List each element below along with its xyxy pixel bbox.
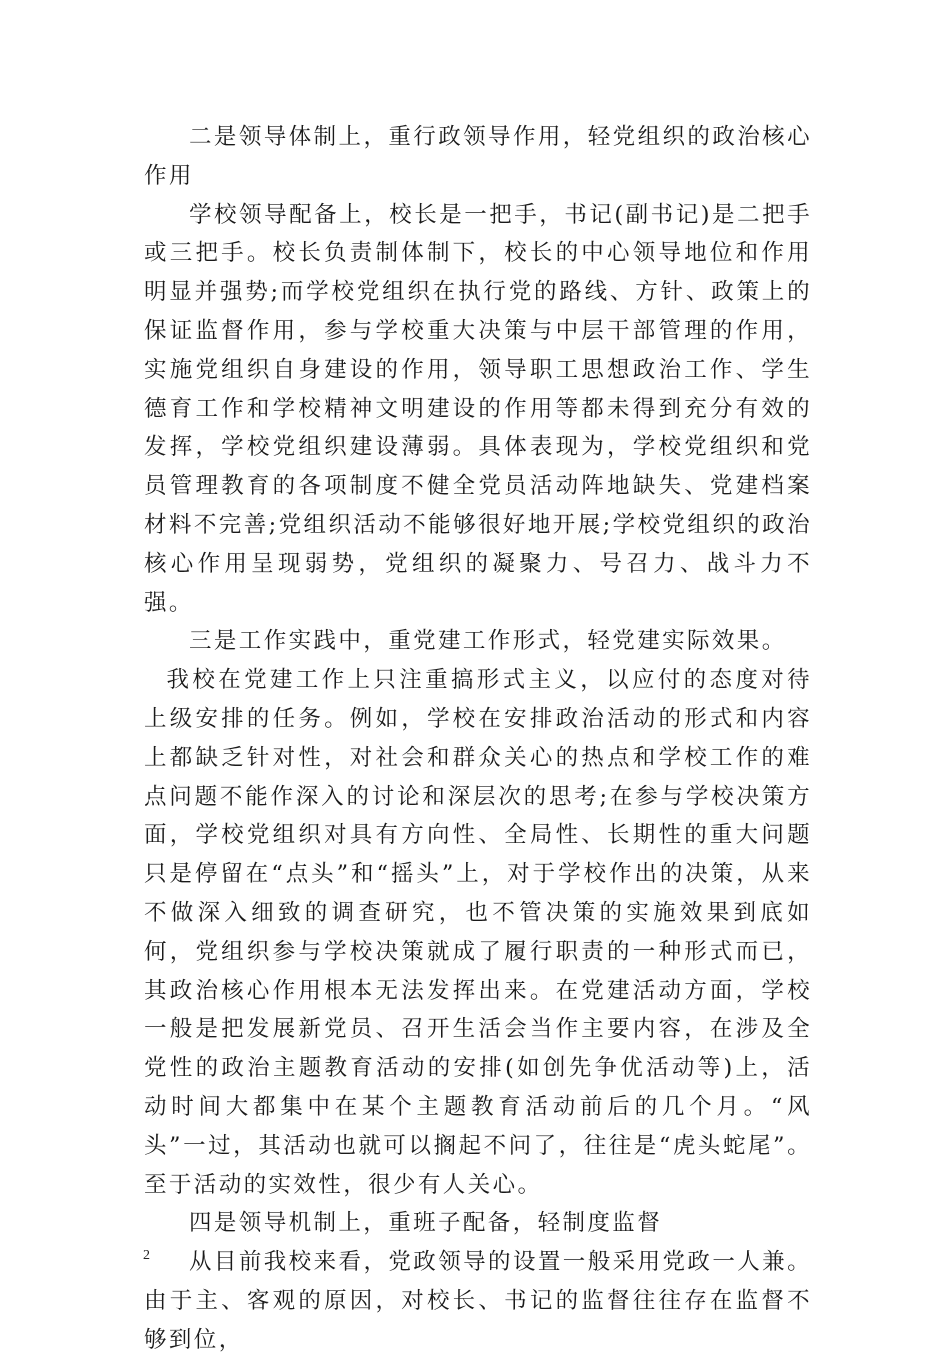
paragraph-body-3: 从目前我校来看，党政领导的设置一般采用党政一人兼。由于主、客观的原因，对校长、书记的监督往往存在监督不够到位， — [144, 1249, 812, 1353]
paragraph-body-2: 我校在党建工作上只注重搞形式主义，以应付的态度对待上级安排的任务。例如，学校在安排政治活动的形式和内容上都缺乏针对性，对社会和群众关心的热点和学校工作的难点问题不能作深入的讨论和深层次的思考;在参与学校决策方面，学校党组织对具有方向性、全局性、长期性的重大问题只是停留在“点头”和“摇头”上，对于学校作出的决策，从来不做深入细致的调查研究，也不管决策的实施效果到底如何，党组织参与学校决策就成了履行职责的一种形式而已，其政治核心作用根本无法发挥出来。在党建活动方面，学校一般是把发展新党员、召开生活会当作主要内容，在涉及全党性的政治主题教育活动的安排(如创先争优活动等)上，活动时间大都集中在某个主题教育活动前后的几个月。“风头”一过，其活动也就可以搁起不问了，往往是“虎头蛇尾”。至于活动的实效性，很少有人关心。 — [144, 667, 812, 1198]
document-body — [144, 118, 812, 1360]
page-number: 2 — [143, 1248, 150, 1263]
paragraph-body-1: 学校领导配备上，校长是一把手，书记(副书记)是二把手或三把手。校长负责制体制下，校长的中心领导地位和作用明显并强势;而学校党组织在执行党的路线、方针、政策上的保证监督作用，参与学校重大决策与中层干部管理的作用，实施党组织自身建设的作用，领导职工思想政治工作、学生德育工作和学校精神文明建设的作用等都未得到充分有效的发挥，学校党组织建设薄弱。具体表现为，学校党组织和党员管理教育的各项制度不健全党员活动阵地缺失、党建档案材料不完善;党组织活动不能够很好地开展;学校党组织的政治核心作用呈现弱势，党组织的凝聚力、号召力、战斗力不强。 — [144, 201, 812, 616]
paragraph-heading-2: 二是领导体制上，重行政领导作用，轻党组织的政治核心作用 — [144, 124, 812, 189]
paragraph-heading-4: 四是领导机制上，重班子配备，轻制度监督 — [189, 1210, 663, 1237]
paragraph-heading-3: 三是工作实践中，重党建工作形式，轻党建实际效果。 — [189, 628, 787, 655]
